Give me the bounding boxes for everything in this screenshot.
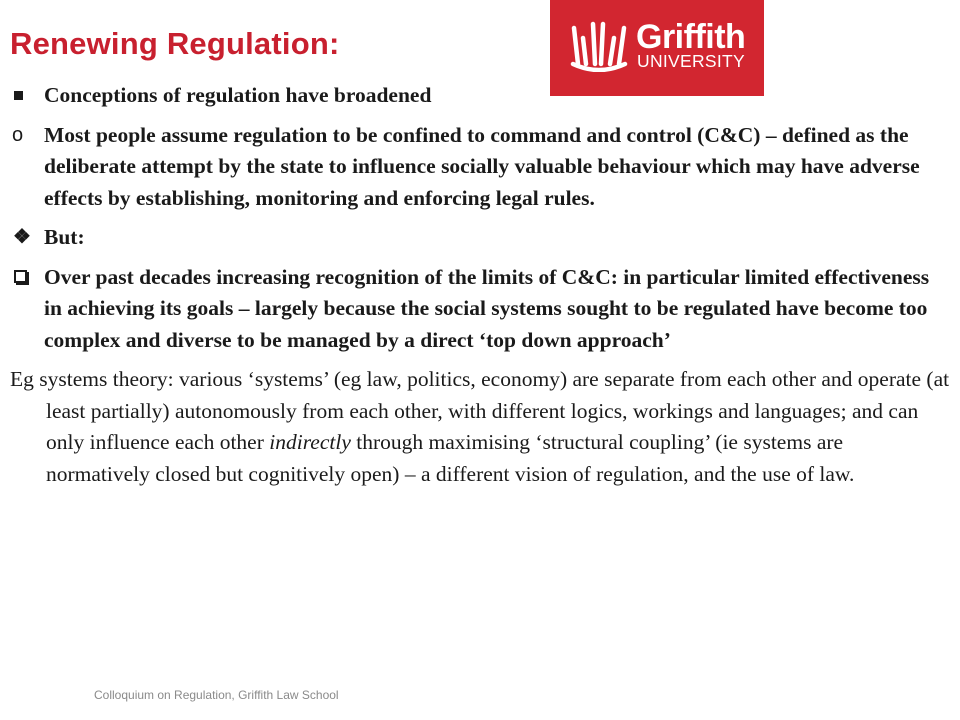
logo-wordmark: Griffith [636, 18, 746, 56]
slide-body [10, 80, 950, 490]
griffith-emblem-icon [568, 20, 630, 72]
paragraph-italic-word: indirectly [269, 430, 351, 454]
bullet-text: Most people assume regulation to be confined to command and control (C&C) – defined as the deliberate attempt by the state to influence socially valuable behaviour which may have adverse effects by establishing, monitoring and enforcing legal rules. [44, 122, 920, 210]
diamond-bullet-icon: ❖ [13, 226, 31, 248]
slide-footer: Colloquium on Regulation, Griffith Law School [94, 688, 339, 702]
bullet-item [10, 120, 950, 215]
paragraph-text-part: Eg systems theory: various ‘systems’ (eg law, politics, economy) are separate from each other and operate (at least partially) autonomously from each other, with different logics, workings and languages; and can only influence each other [10, 367, 950, 454]
slide-title: Renewing Regulation: [10, 26, 340, 61]
bullet-item [10, 222, 950, 254]
bullet-item [10, 80, 950, 112]
o-bullet-marker: o [12, 123, 24, 146]
bullet-text: But: [44, 225, 85, 249]
bullet-item [10, 262, 950, 357]
paragraph-text-part: through maximising ‘structural coupling’ (ie systems are normatively closed but cognitively open) – a different vision of regulation, and the use of law. [46, 430, 855, 486]
systems-theory-paragraph [10, 364, 950, 490]
bullet-text: Conceptions of regulation have broadened [44, 83, 432, 107]
bullet-text: Over past decades increasing recognition of the limits of C&C: in particular limited effectiveness in achieving its goals – largely because the social systems sought to be regulated have become too complex and diverse to be managed by a direct ‘top down approach’ [44, 264, 930, 352]
square-bullet-icon [10, 80, 44, 100]
logo-subtitle: UNIVERSITY [637, 51, 746, 71]
checkbox-bullet-icon [10, 262, 44, 283]
